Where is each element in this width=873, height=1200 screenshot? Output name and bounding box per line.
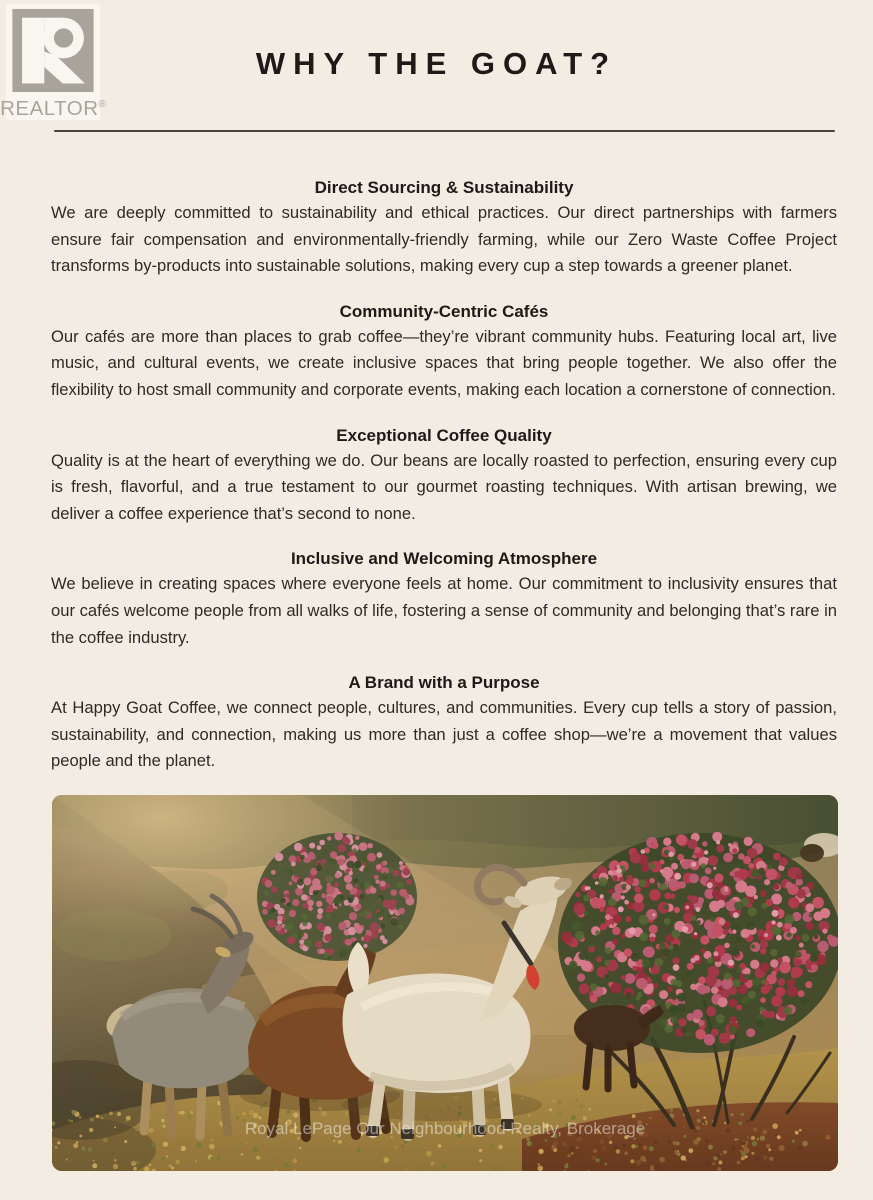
section-body: We believe in creating spaces where everyone feels at home. Our commitment to inclusivity ensures that our cafés welcome people from all walks of life, fostering a sense of community and belonging that’s rare in the coffee industry. xyxy=(51,574,837,647)
realtor-wordmark: REALTOR® xyxy=(0,97,106,120)
section-coffee-quality xyxy=(51,424,837,528)
section-heading: A Brand with a Purpose xyxy=(348,673,540,693)
section-body: Quality is at the heart of everything we do. Our beans are locally roasted to perfection, ensuring every cup is fresh, flavorful, and a true testament to our gourmet roasting techniques. With artisan brewing, we deliver a coffee experience that’s second to none. xyxy=(51,450,837,523)
section-heading: Direct Sourcing & Sustainability xyxy=(314,178,574,197)
realtor-logo xyxy=(0,4,106,120)
section-body: We are deeply committed to sustainability and ethical practices. Our direct partnerships with farmers ensure fair compensation and environmentally-friendly farming, while our Zero Waste Coffee Project transforms by-products into sustainable solutions, making every cup a step towards a greener planet. xyxy=(51,203,837,276)
section-community-cafes xyxy=(51,300,837,404)
section-heading: Inclusive and Welcoming Atmosphere xyxy=(290,549,598,569)
page-title: WHY THE GOAT? xyxy=(255,46,618,81)
goat-photo xyxy=(52,795,838,1171)
section-body: Our cafés are more than places to grab coffee—they’re vibrant community hubs. Featuring local art, live music, and cultural events, we create inclusive spaces that bring people together. We also offer the flexibility to host small community and corporate events, making each location a cornerstone of connection. xyxy=(51,326,837,399)
section-body: At Happy Goat Coffee, we connect people, cultures, and communities. Every cup tells a story of passion, sustainability, and connection, making us more than just a coffee shop—we’re a movement that values people and the planet. xyxy=(51,698,837,771)
section-brand-purpose xyxy=(51,671,837,775)
section-inclusive-atmosphere xyxy=(51,547,837,651)
goat-photo-illustration xyxy=(52,795,838,1171)
realtor-r-icon xyxy=(11,9,95,92)
title-divider xyxy=(54,130,835,132)
registered-trademark-symbol: ® xyxy=(98,99,106,111)
content-area xyxy=(51,176,837,775)
section-heading: Exceptional Coffee Quality xyxy=(336,425,552,445)
photo-watermark: Royal LePage Our Neighbourhood Realty, Brokerage xyxy=(244,1118,646,1138)
section-heading: Community-Centric Cafés xyxy=(339,301,549,321)
section-direct-sourcing xyxy=(51,176,837,280)
